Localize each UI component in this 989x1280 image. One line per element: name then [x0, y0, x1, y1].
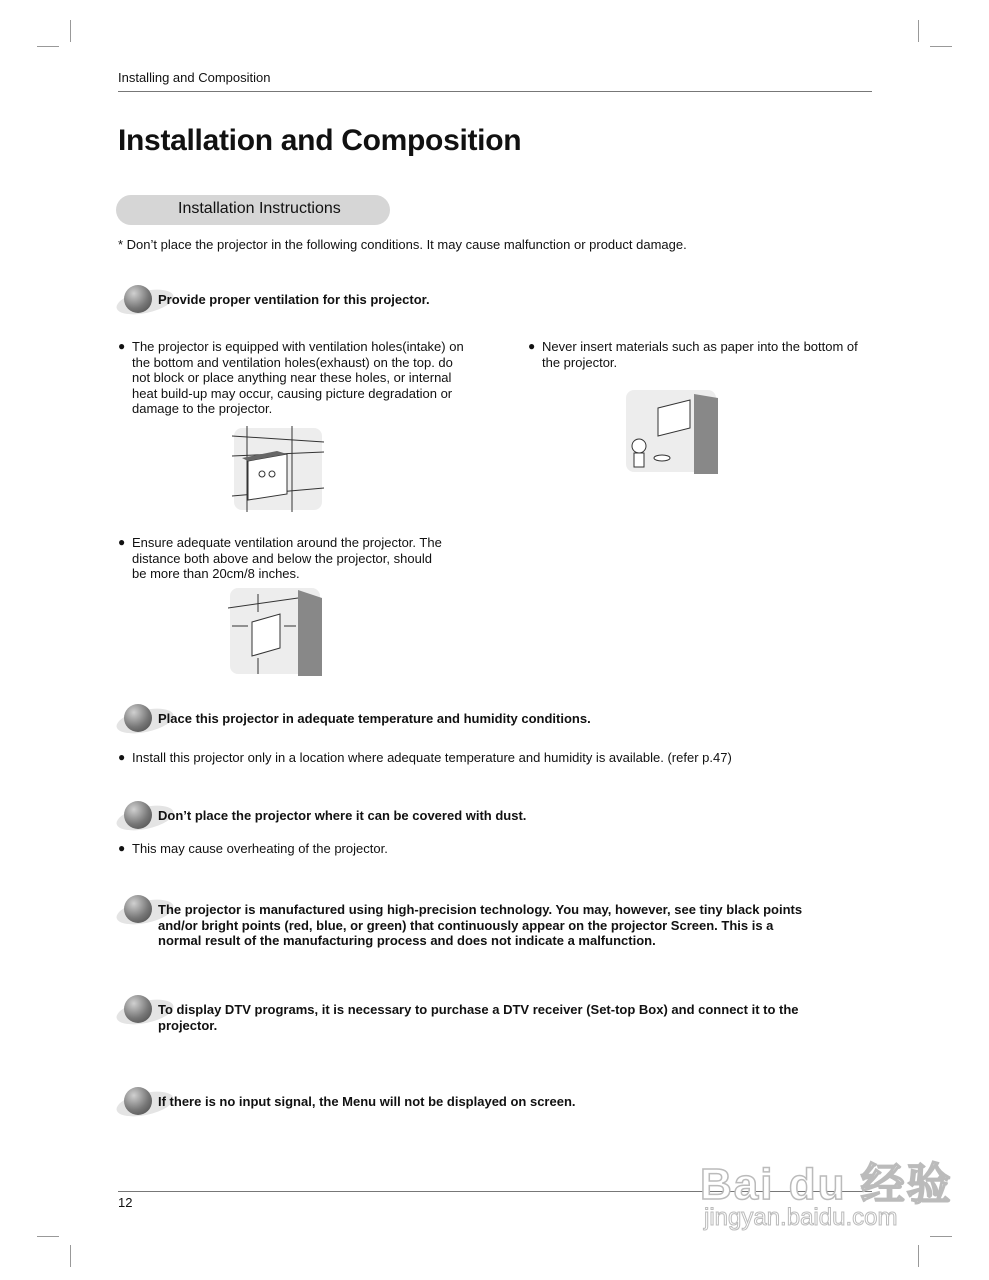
running-header: Installing and Composition	[118, 70, 271, 85]
page-title: Installation and Composition	[118, 124, 522, 157]
bullet-item: ● Install this projector only in a location where adequate temperature and humidity is available. (refer p.47)	[118, 750, 832, 766]
bullet-ball-icon	[124, 895, 152, 923]
bullet-item: ● This may cause overheating of the projector.	[118, 841, 832, 857]
section-dust	[116, 801, 816, 824]
section-heading: To display DTV programs, it is necessary to purchase a DTV receiver (Set-top Box) and connect it to the projector.	[158, 1002, 799, 1033]
crop-mark	[918, 20, 919, 42]
section-temperature	[116, 704, 816, 727]
header-rule	[118, 91, 872, 92]
section-heading: The projector is manufactured using high-precision technology. You may, however, see tiny black points and/or bright points (red, blue, or green) that continuously appear on the projector Screen. This is a normal result of the manufacturing process and does not indicate a malfunction.	[158, 902, 803, 948]
section-heading: Provide proper ventilation for this projector.	[158, 292, 430, 307]
crop-mark	[37, 46, 59, 47]
section-heading: If there is no input signal, the Menu will not be displayed on screen.	[158, 1094, 576, 1109]
watermark-brand: Bai du 经验	[700, 1160, 953, 1209]
insert-materials-illustration	[624, 388, 718, 474]
bullet-ball-icon	[124, 801, 152, 829]
bullet-ball-icon	[124, 1087, 152, 1115]
crop-mark	[918, 1245, 919, 1267]
watermark-url: jingyan.baidu.com	[704, 1204, 898, 1231]
section-heading: Don’t place the projector where it can be covered with dust.	[158, 808, 527, 823]
section-pill: Installation Instructions	[116, 195, 390, 225]
bullet-item: ● Never insert materials such as paper into the bottom of the projector.	[528, 339, 862, 370]
crop-mark	[70, 1245, 71, 1267]
caution-note: * Don’t place the projector in the following conditions. It may cause malfunction or product damage.	[118, 237, 687, 252]
bullet-ball-icon	[124, 995, 152, 1023]
page-number: 12	[118, 1195, 133, 1210]
crop-mark	[70, 20, 71, 42]
ventilation-illustration	[232, 426, 324, 512]
section-ventilation	[116, 285, 816, 308]
crop-mark	[37, 1236, 59, 1237]
clearance-illustration	[228, 586, 322, 676]
section-no-signal	[116, 1087, 816, 1110]
section-precision	[116, 895, 806, 949]
bullet-item: ● Ensure adequate ventilation around the projector. The distance both above and below the projector, should be more than 20cm/8 inches.	[118, 535, 442, 582]
crop-mark	[930, 46, 952, 47]
bullet-item: ● The projector is equipped with ventilation holes(intake) on the bottom and ventilation holes(exhaust) on the top. do not block or place anything near these holes, or internal heat build-up may occur, causing picture degradation or damage to the projector.	[118, 339, 472, 417]
bullet-ball-icon	[124, 285, 152, 313]
section-heading: Place this projector in adequate temperature and humidity conditions.	[158, 711, 591, 726]
section-dtv	[116, 995, 806, 1033]
crop-mark	[930, 1236, 952, 1237]
bullet-ball-icon	[124, 704, 152, 732]
